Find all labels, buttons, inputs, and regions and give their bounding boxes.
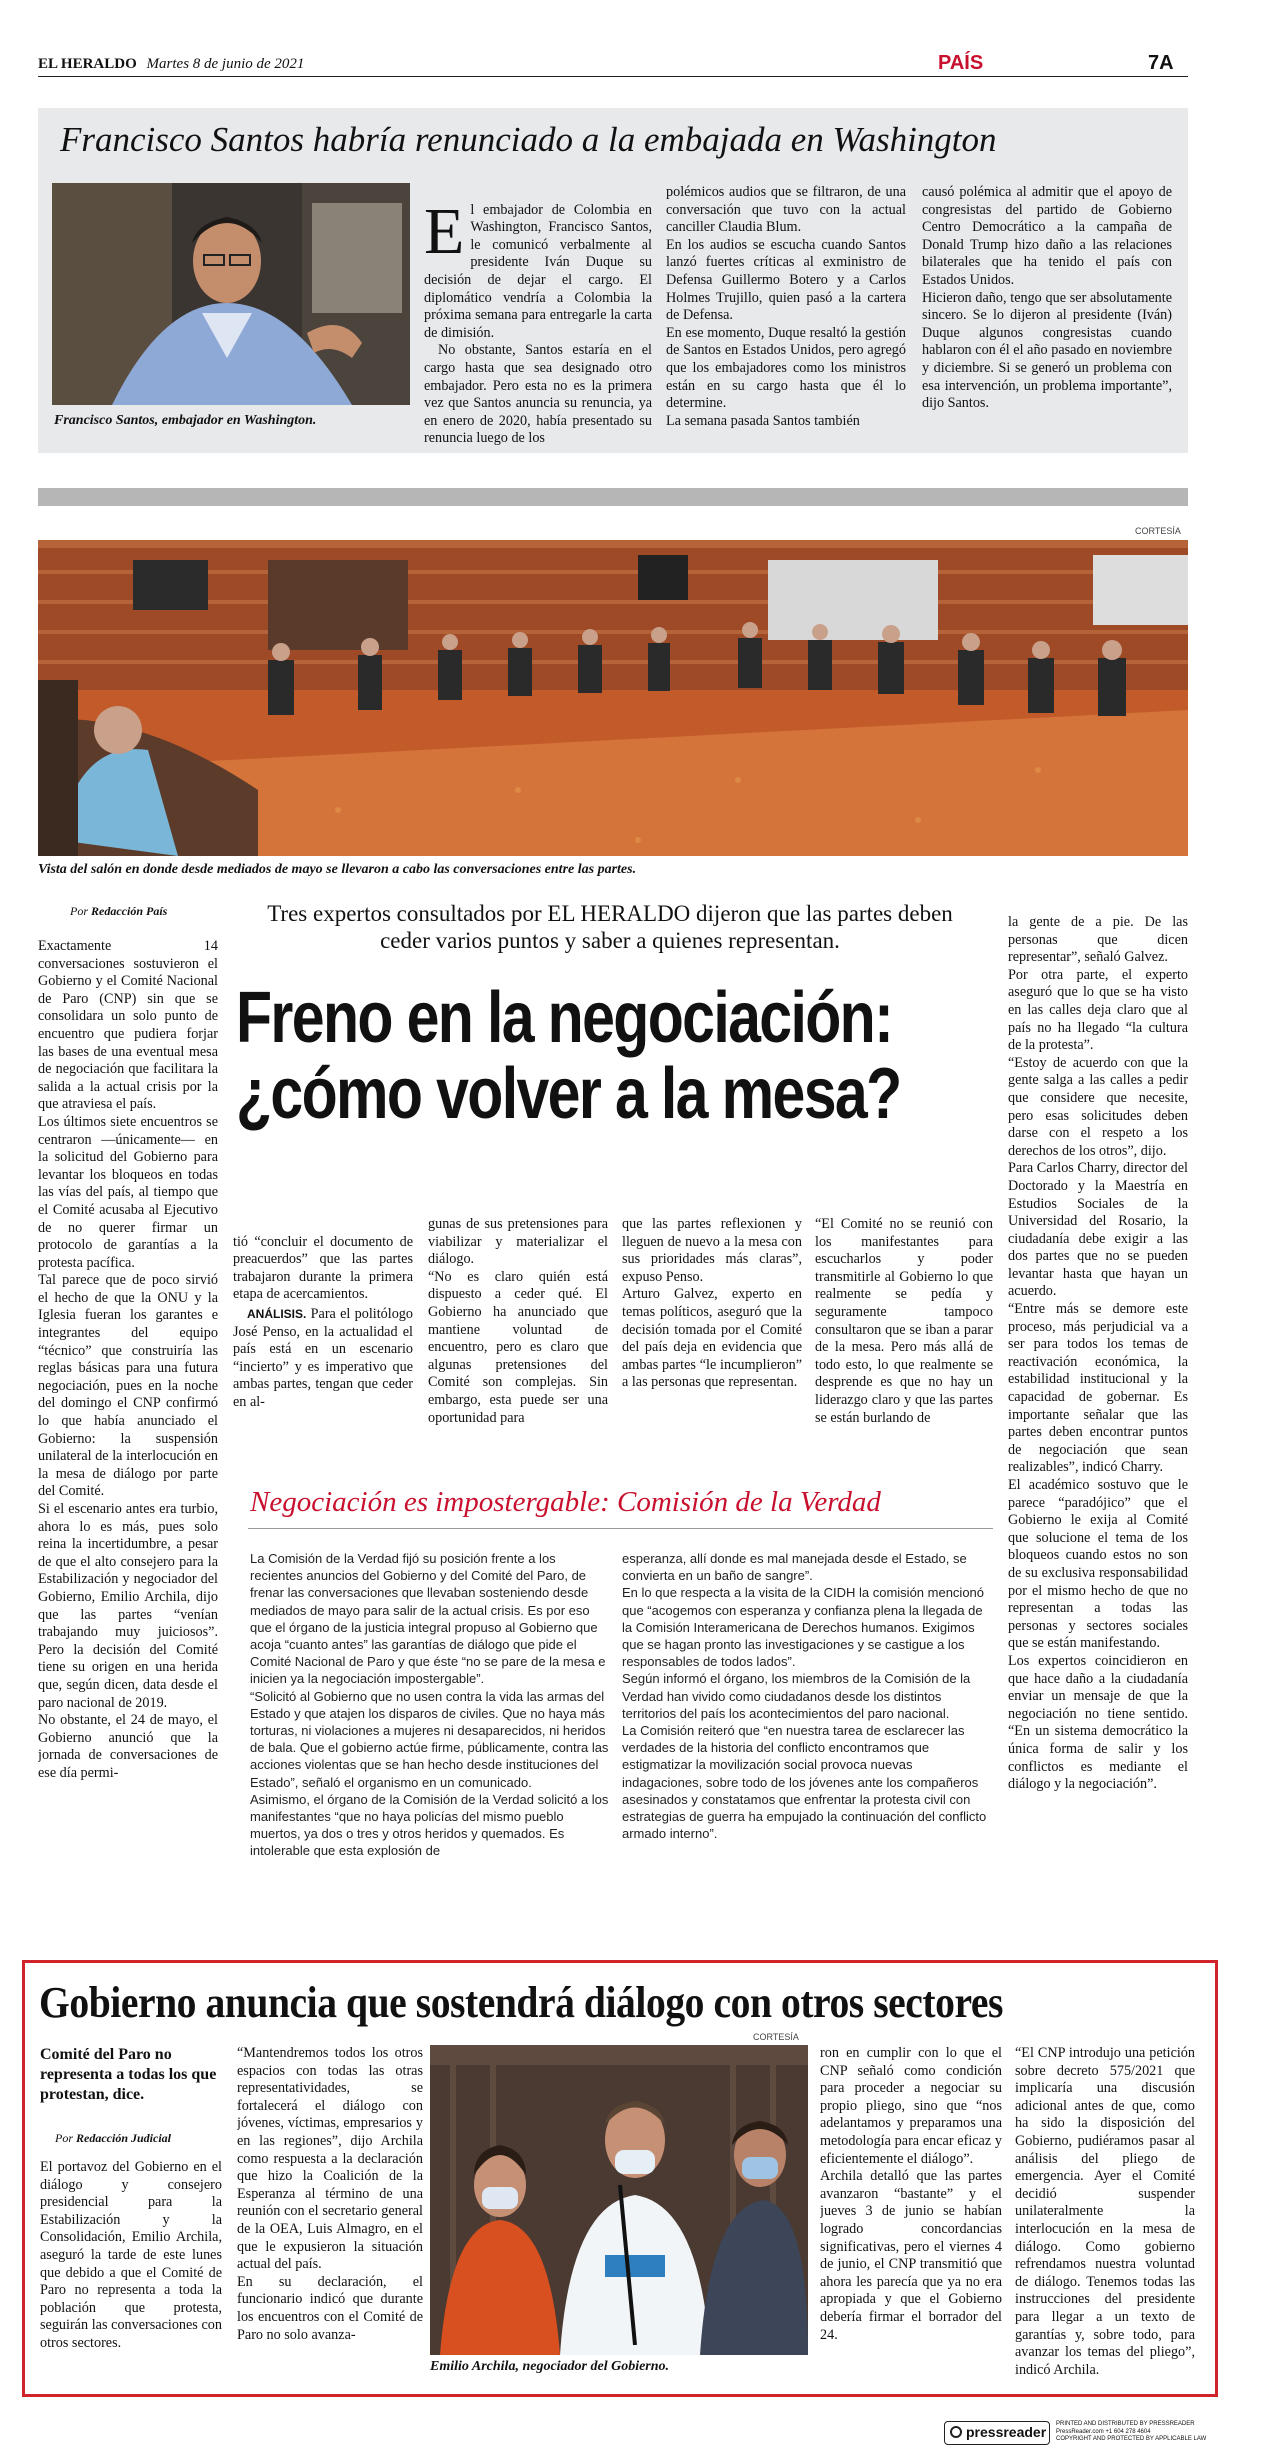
freno-col-b: gunas de sus pretensiones para viabilizar y materializar el diálogo. “No es claro quién está dispuesto a ceder qué. El Gobierno ha anunciado que mantiene voluntad de encuentro, pero es claro que algunas pretensiones del Comité son complejas. Sin embargo, esta puede ser una oportunidad para [428, 1216, 608, 1426]
santos-col-3: causó polémica al admitir que el apoyo de congresistas del partido de Gobierno Centro Democrático a la campaña de Donald Trump hizo daño a las relaciones bilaterales que ha tenido el país con Estados Unidos. Hicieron daño, tengo que ser absolutamente sincero. Se lo dijeron al presidente (Iván) Duque algunos congresistas cuando hablaron con él el año pasado en noviembre y diciembre. Si se generó un problema con esa intervención, un problema importante”, dijo Santos. [922, 184, 1172, 412]
santos-col-1-first: l embajador de Colombia en Washington, Francisco Santos, le comunicó verbalmente al presidente Iván Duque su decisión de dejar el cargo. El diplomático vendría a Colombia la próxima semana para entregarle la carta de dimisión. [424, 201, 652, 341]
archila-photo [430, 2045, 808, 2355]
verdad-col-1: La Comisión de la Verdad fijó su posición frente a los recientes anuncios del Gobierno y del Comité del Paro, de frenar las conversaciones que llevaban sosteniendo desde mediados de mayo para salir de la actual crisis. Es por eso que el órgano de la justicia integral propuso al Gobierno que acoja “cuanto antes” las garantías de diálogo que pide el Comité Nacional de Paro y que éste “no se pare de la mesa e inicien ya la negociación impostergable”. “Solicitó al Gobierno que no usen contra la vida las armas del Estado y que atajen los disparos de civiles. Que no haya más torturas, ni violaciones a mujeres ni desaparecidos, ni heridos de bala. Que el gobierno actúe firme, públicamente, contra las acciones violentas que se han hecho desde instituciones del Estado”, señaló el organismo en un comunicado. Asimismo, el órgano de la Comisión de la Verdad solicitó a los manifestantes “que no haya policías del mismo pueblo muertos, ya dos o tres y otros heridos y quemados. Es intolerable que esta explosión de [250, 1551, 609, 1859]
analysis-label: ANÁLISIS. [247, 1306, 307, 1321]
pressreader-badge [944, 2419, 1207, 2449]
santos-photo-caption: Francisco Santos, embajador en Washington. [54, 413, 317, 428]
masthead-rule [38, 76, 1188, 77]
separator-bar [38, 488, 1188, 506]
masthead [38, 56, 304, 73]
gobierno-col-2: “Mantendremos todos los otros espacios con todas las otras representatividades, se fortalecerá el diálogo con jóvenes, víctimas, empresarios y en las regiones”, dijo Archila como respuesta a la declaración que hizo la Coalición de la Esperanza al término de una reunión con el secretario general de la OEA, Luis Almagro, en el que le expusieron la situación actual del país. En su declaración, el funcionario indicó que durante los encuentros con el Comité de Paro no solo avanza- [237, 2045, 423, 2343]
gobierno-col-4: “El CNP introdujo una petición sobre decreto 575/2021 que implicaría una discusión adicional antes de que, como ha sido la disposición del Gobierno, pudiéramos pasar al análisis del pliego de emergencia. Ayer el Comité decidió suspender unilateralmente la interlocución en la mesa de diálogo. Como gobierno refrendamos nuestra voluntad de diálogo. Tenemos todas las instrucciones del presidente para llegar a un texto de garantías y, sobre todo, para avanzar los temas del pliego”, indicó Archila. [1015, 2045, 1195, 2378]
pressreader-fineprint [1056, 2421, 1206, 2444]
freno-col-a-text: tió “concluir el documento de preacuerdos” que las partes trabajaron durante la primera etapa de acercamientos. [233, 1233, 413, 1303]
fineprint-line-1: PRINTED AND DISTRIBUTED BY PRESSREADER [1056, 2421, 1195, 2427]
freno-col-a-rest: Para el politólogo José Penso, en la actualidad el país está en un escenario “incierto” y es imperativo que ambas partes, tengan que ceder en al- [233, 1305, 413, 1410]
freno-col-left: Exactamente 14 conversaciones sostuvieron el Gobierno y el Comité Nacional de Paro (CNP) sin que se consolidara un solo punto de encuentro que pudiera forjar las bases de una eventual mesa de negociación que facilitara la salida a la actual crisis por la que atraviesa el país. Los últimos siete encuentros se centraron —únicamente— en la solicitud del Gobierno para levantar los bloqueos en todas las vías del país, al tiempo que el Comité acusaba al Ejecutivo de no querer firmar un protocolo de garantías a la protesta pacífica. Tal parece que de poco sirvió el hecho de que la ONU y la Iglesia fueran los garantes e integrantes del equipo “técnico” que construiría las reglas básicas para una futura negociación, pues en la noche del domingo el CNP confirmó lo que había anunciado el Gobierno: la suspensión unilateral de la interlocución en la mesa de diálogo por parte del Comité. Si el escenario antes era turbio, ahora lo es más, pues solo reina la incertidumbre, a pesar de que el alto consejero para la Estabilización y negociador del Gobierno, Emilio Archila, dijo que las partes “venían trabajando muy juiciosos”. Pero la decisión del Comité tiene su origen en una herida que, según dicen, data desde el paro nacional de 2019. No obstante, el 24 de mayo, el Gobierno anunció que la jornada de conversaciones de ese día permi- [38, 938, 218, 1781]
gobierno-col-3: ron en cumplir con lo que el CNP señaló como condición para proceder a negociar su propio pliego, sino que “nos adelantamos y preparamos una metodología para encar eficaz y eficientemente el diálogo”. Archila detalló que las partes avanzaron “bastante” y el jueves 3 de junio se habían logrado concordancias significativas, pero el viernes 4 de junio, el CNP transmitió que ahora les parecía que ya no era apropiada y que el Gobierno debería firmar el borrador del 24. [820, 2045, 1002, 2343]
paper-name: EL HERALDO [38, 56, 137, 72]
santos-col-1-rest: No obstante, Santos estaría en el cargo hasta que sea designado otro embajador. Pero esta no es la primera vez que Santos anuncia su renuncia, ya en enero de 2020, había presentado su renuncia luego de los [424, 342, 652, 446]
gobierno-sub: Comité del Paro no representa a todas los que protestan, dice. [40, 2046, 217, 2103]
santos-dropcap: E [424, 194, 465, 268]
freno-headline-line1: Freno en la negociación: [236, 978, 893, 1058]
archila-photo-caption: Emilio Archila, negociador del Gobierno. [430, 2359, 670, 2374]
main-photo-caption: Vista del salón en donde desde mediados de mayo se llevaron a cabo las conversaciones entre las partes. [38, 862, 637, 877]
meeting-photo [38, 540, 1188, 856]
freno-headline-line2: ¿cómo volver a la mesa? [236, 1054, 901, 1134]
fineprint-line-2: PressReader.com +1 604 278 4604 [1056, 2428, 1151, 2435]
gobierno-col-1: El portavoz del Gobierno en el diálogo y consejero presidencial para la Estabilización y la Consolidación, Emilio Archila, aseguró la tarde de este lunes que debido a que el Comité de Paro no representa a toda la población que protesta, seguirán las conversaciones con otros sectores. [40, 2159, 222, 2351]
gobierno-byline [55, 2131, 171, 2146]
freno-col-right: la gente de a pie. De las personas que dicen representar”, señaló Galvez. Por otra parte, el experto aseguró que lo que se ha visto en las calles deja claro que al país no ha llegado “la cultura de la protesta”. “Estoy de acuerdo con que la gente salga a las calles a pedir que considere que necesite, pero esas solicitudes deben darse con el respeto a los derechos de los otros”, dijo. Para Carlos Charry, director del Doctorado y la Maestría en Estudios Sociales de la Universidad del Rosario, la ciudadanía debe exigir a las dos partes que no se pueden levantar hasta que hayan un acuerdo. “Entre más se demore este proceso, más perjudicial va a ser para todos los temas de reactivación económica, la estabilidad institucional y la capacidad de gobernar. Es importante señalar que las partes deben encontrar puntos de negociación que sean realizables”, indicó Charry. El académico sostuvo que le parece “paradójico” que el Gobierno le exija al Comité que solucione el tema de los bloqueos cuando estos no son de su exclusiva responsabilidad por el mismo hecho de que no representan a todas las personas y sectores sociales que se están manifestando. Los expertos coincidieron en que hace daño a la ciudadanía enviar un mensaje de que la negociación no tiene sentido. “En un sistema democrático la única forma de salir y los conflictos es mediante el diálogo y la negociación”. [1008, 914, 1188, 1793]
pressreader-icon [950, 2426, 962, 2438]
santos-photo [52, 183, 410, 405]
freno-byline-name: Redacción País [91, 904, 168, 918]
freno-byline [70, 904, 167, 919]
verdad-rule [248, 1528, 993, 1529]
main-photo-credit: CORTESÍA [1135, 526, 1181, 536]
freno-col-a [233, 1216, 413, 1441]
page-number: 7A [1148, 52, 1174, 74]
freno-headline [236, 978, 901, 1134]
gobierno-photo-credit: CORTESÍA [753, 2032, 799, 2042]
freno-col-d: “El Comité no se reunió con los manifestantes para escucharlos y poder transmitirle al Gobierno lo que realmente se pedía y seguramente tampoco consultaron que se iban a parar de la mesa. Pero más allá de todo esto, lo que realmente se desprende es que no hay un liderazgo claro y que las partes se están burlando de [815, 1216, 993, 1426]
pressreader-brand: pressreader [966, 2424, 1047, 2440]
santos-headline: Francisco Santos habría renunciado a la embajada en Washington [60, 120, 997, 159]
section-label: PAÍS [938, 52, 984, 74]
santos-article-box [38, 108, 1188, 453]
freno-col-c: que las partes reflexionen y lleguen de nuevo a la mesa con sus prioridades más claras”, expuso Penso. Arturo Galvez, experto en temas políticos, aseguró que la decisión tomada por el Comité del país deja en evidencia que ambas partes “le incumplieron” a las personas que representan. [622, 1216, 802, 1391]
gobierno-article-box [22, 1960, 1218, 2397]
verdad-headline: Negociación es impostergable: Comisión de la Verdad [250, 1486, 881, 1518]
freno-byline-prefix: Por [70, 904, 88, 918]
fineprint-line-3: COPYRIGHT AND PROTECTED BY APPLICABLE LAW [1056, 2436, 1207, 2442]
issue-date: Martes 8 de junio de 2021 [146, 56, 305, 72]
verdad-col-2: esperanza, allí donde es mal manejada desde el Estado, se convierta en un baño de sangre”. En lo que respecta a la visita de la CIDH la comisión mencionó que “acogemos con esperanza y confianza plena la llegada de la Comisión Interamericana de Derechos humanos. Exigimos que se hagan pronto las investigaciones y se castigue a los responsables de todos lados”. Según informó el órgano, los miembros de la Comisión de la Verdad han vivido como ciudadanos desde los distintos territorios del país los acontecimientos del paro nacional. La Comisión reiteró que “en nuestra tarea de esclarecer las verdades de la historia del conflicto encontramos que estigmatizar la movilización social provoca nuevas indagaciones, sobre todo de los jóvenes ante los compañeros asesinados y constatamos que enfrentar la protesta civil con estrategias de guerra ha empujado la continuación del conflicto armado interno”. [622, 1551, 987, 1842]
freno-kicker: Tres expertos consultados por EL HERALDO dijeron que las partes deben ceder varios puntos y saber a quienes representan. [267, 901, 953, 953]
santos-col-2: polémicos audios que se filtraron, de una conversación que tuvo con la actual canciller Claudia Blum. En los audios se escucha cuando Santos lanzó fuertes críticas al exministro de Defensa Guillermo Botero y a Carlos Holmes Trujillo, quien pasó a la cartera de Defensa. En ese momento, Duque resaltó la gestión de Santos en Estados Unidos, pero agregó que los embajadores como los ministros están en su cargo hasta que él lo determine. La semana pasada Santos también [666, 184, 906, 429]
gobierno-byline-name: Redacción Judicial [76, 2131, 171, 2145]
gobierno-headline: Gobierno anuncia que sostendrá diálogo con otros sectores [39, 1978, 1004, 2027]
gobierno-byline-prefix: Por [55, 2131, 73, 2145]
santos-col-1 [424, 184, 652, 446]
